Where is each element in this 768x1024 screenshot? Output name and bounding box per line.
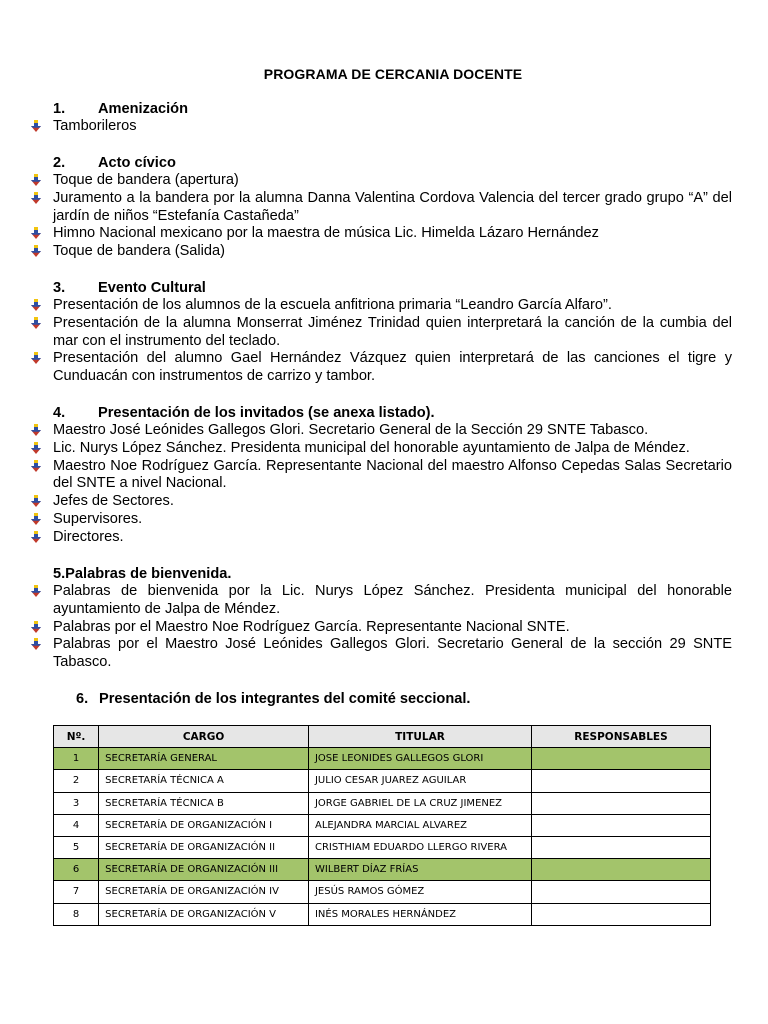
arrow-bullet-icon [30,245,42,258]
cell-responsables [531,881,710,903]
list-item: Palabras por el Maestro Noe Rodríguez García. Representante Nacional SNTE. [30,619,732,637]
arrow-bullet-icon [30,192,42,205]
cell-titular: ALEJANDRA MARCIAL ALVAREZ [308,814,531,836]
table-row [54,770,711,792]
bullet-list [30,172,732,261]
table-row [54,881,711,903]
cell-numero: 8 [54,903,99,925]
bullet-list [30,297,732,386]
arrow-bullet-icon [30,442,42,455]
table-row [54,836,711,858]
list-item: Himno Nacional mexicano por la maestra de música Lic. Himelda Lázaro Hernández [30,225,732,243]
cell-responsables [531,903,710,925]
cell-titular: INÉS MORALES HERNÁNDEZ [308,903,531,925]
section-heading: 5.Palabras de bienvenida. [53,566,232,582]
arrow-bullet-icon [30,621,42,634]
cell-responsables [531,770,710,792]
arrow-bullet-icon [30,531,42,544]
list-item: Presentación del alumno Gael Hernández Vázquez quien interpretará de las canciones el tigre y Cunduacán con instrumentos de carrizo y tambor. [30,350,732,386]
comite-table [53,725,711,926]
cell-titular: JULIO CESAR JUAREZ AGUILAR [308,770,531,792]
cell-cargo: SECRETARÍA TÉCNICA A [99,770,309,792]
arrow-bullet-icon [30,227,42,240]
list-item: Maestro José Leónides Gallegos Glori. Secretario General de la Sección 29 SNTE Tabasco. [30,422,732,440]
section-heading: 6. Presentación de los integrantes del comité seccional. [76,691,471,707]
cell-titular: JORGE GABRIEL DE LA CRUZ JIMENEZ [308,792,531,814]
table-row [54,814,711,836]
column-header-numero: Nº. [54,726,99,748]
section-comite [53,690,755,708]
cell-responsables [531,748,710,770]
arrow-bullet-icon [30,513,42,526]
section-heading: 2. Acto cívico [53,155,176,171]
bullet-list [30,118,732,136]
column-header-titular: TITULAR [308,726,531,748]
list-item: Jefes de Sectores. [30,493,732,511]
column-header-cargo: CARGO [99,726,309,748]
table-row [54,748,711,770]
cell-cargo: SECRETARÍA DE ORGANIZACIÓN V [99,903,309,925]
list-item: Tamborileros [30,118,732,136]
section-invitados [30,404,732,547]
section-amenizacion [30,100,732,136]
arrow-bullet-icon [30,424,42,437]
document-title: PROGRAMA DE CERCANIA DOCENTE [263,66,523,82]
cell-responsables [531,814,710,836]
list-item: Juramento a la bandera por la alumna Danna Valentina Cordova Valencia del tercer grado grupo “A” del jardín de niños “Estefanía Castañeda” [30,190,732,226]
arrow-bullet-icon [30,352,42,365]
bullet-list [30,583,732,672]
table-row [54,903,711,925]
section-heading: 4. Presentación de los invitados (se anexa listado). [53,405,435,421]
cell-titular: WILBERT DÍAZ FRÍAS [308,859,531,881]
cell-responsables [531,859,710,881]
arrow-bullet-icon [30,174,42,187]
list-item: Toque de bandera (apertura) [30,172,732,190]
list-item: Maestro Noe Rodríguez García. Representante Nacional del maestro Alfonso Cepedas Salas Secretario del SNTE a nivel Nacional. [30,458,732,494]
list-item: Palabras de bienvenida por la Lic. Nurys López Sánchez. Presidenta municipal del honorable ayuntamiento de Jalpa de Méndez. [30,583,732,619]
cell-cargo: SECRETARÍA GENERAL [99,748,309,770]
cell-titular: CRISTHIAM EDUARDO LLERGO RIVERA [308,836,531,858]
table-header-row [54,726,711,748]
list-item: Presentación de la alumna Monserrat Jiménez Trinidad quien interpretará la canción de la cumbia del mar con el instrumento del teclado. [30,315,732,351]
section-acto-civico [30,154,732,261]
arrow-bullet-icon [30,585,42,598]
section-heading: 3. Evento Cultural [53,280,206,296]
bullet-list [30,422,732,547]
arrow-bullet-icon [30,638,42,651]
cell-cargo: SECRETARÍA DE ORGANIZACIÓN I [99,814,309,836]
cell-responsables [531,792,710,814]
list-item: Supervisores. [30,511,732,529]
cell-titular: JOSE LEONIDES GALLEGOS GLORI [308,748,531,770]
list-item: Lic. Nurys López Sánchez. Presidenta municipal del honorable ayuntamiento de Jalpa de Méndez. [30,440,732,458]
arrow-bullet-icon [30,460,42,473]
cell-titular: JESÚS RAMOS GÓMEZ [308,881,531,903]
cell-cargo: SECRETARÍA DE ORGANIZACIÓN III [99,859,309,881]
list-item: Directores. [30,529,732,547]
arrow-bullet-icon [30,120,42,133]
cell-numero: 4 [54,814,99,836]
cell-numero: 2 [54,770,99,792]
cell-numero: 7 [54,881,99,903]
list-item: Presentación de los alumnos de la escuela anfitriona primaria “Leandro García Alfaro”. [30,297,732,315]
table-row [54,792,711,814]
arrow-bullet-icon [30,317,42,330]
arrow-bullet-icon [30,299,42,312]
section-evento-cultural [30,279,732,386]
cell-cargo: SECRETARÍA DE ORGANIZACIÓN IV [99,881,309,903]
cell-cargo: SECRETARÍA DE ORGANIZACIÓN II [99,836,309,858]
list-item: Toque de bandera (Salida) [30,243,732,261]
data-table [53,725,711,926]
cell-numero: 6 [54,859,99,881]
cell-cargo: SECRETARÍA TÉCNICA B [99,792,309,814]
cell-numero: 3 [54,792,99,814]
cell-numero: 1 [54,748,99,770]
cell-responsables [531,836,710,858]
list-item: Palabras por el Maestro José Leónides Gallegos Glori. Secretario General de la sección 29 SNTE Tabasco. [30,636,732,672]
column-header-responsables: RESPONSABLES [531,726,710,748]
section-heading: 1. Amenización [53,101,189,117]
arrow-bullet-icon [30,495,42,508]
table-row [54,859,711,881]
table-body [54,748,711,926]
cell-numero: 5 [54,836,99,858]
section-bienvenida [30,565,732,672]
